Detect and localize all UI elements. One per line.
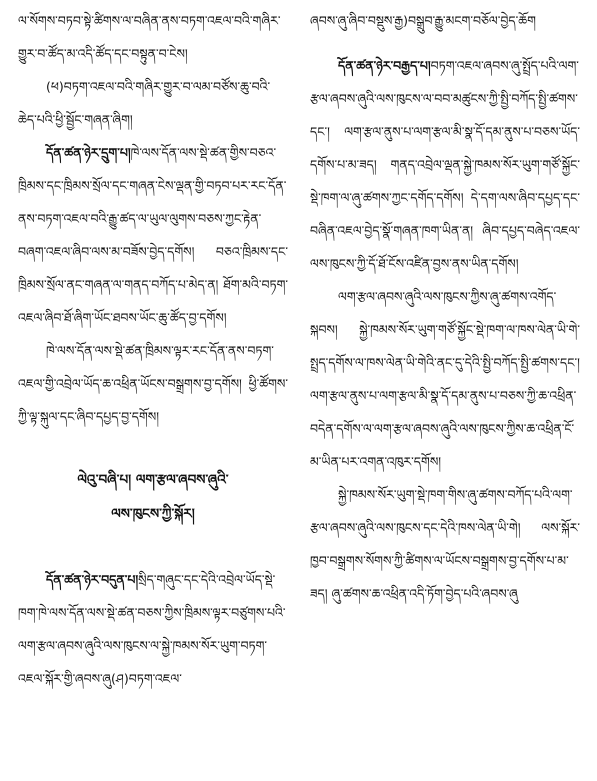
right-paragraph-4: སྐྱེ་ཁམས་སོར་ཡུག་སྡེ་ཁག་གིས་ཞུ་ཚགས་བཀོད་པའི་ལག་རྩལ་ཞབས་ཞུའི་ལས་ཁུངས་དང་དེའི་ཁས་ལེན་ཡི་གེ། ལས་སྐོར་ཁྱབ་བསྒྲགས་སོགས་ཀྱི་ཚིགས་ལ་ཡོངས་བསྒྲགས་བྱ་དགོས་པ་མ་ཟད། ཞུ་ཚགས་ཆ་འཕྲིན་འདི་ཏོག་བྱེད་པའི་ཞབས་ཞུ [310,487,580,601]
right-paragraph-1: ཞབས་ཞུ་ཞིབ་བསྡུས་རྒྱ)བསྒྲུབ་རྒྱུ་མངག་བཅོལ་བྱེད་ཆོག [310,13,536,28]
article-26-paragraph [18,136,288,334]
left-paragraph-2: (ཕ)བཏག་འཇལ་བའི་གཞིར་གྱུར་བ་ལམ་བཙོས་ཆུ་བའི་ཆེད་པའི་ཕྱི་སྦྱོང་གཞན་ཞིག། [18,79,271,127]
article-27-paragraph [18,563,288,695]
chapter-heading [18,463,288,531]
article-27-heading: དོན་ཚན་ཉེར་བདུན་པ། [46,572,139,587]
article-28-paragraph [310,49,580,280]
article-26-heading: དོན་ཚན་ཉེར་དྲུག་པ། [46,145,131,160]
right-paragraph-3: ལག་རྩལ་ཞབས་ཞུའི་ལས་ཁུངས་ཀྱིས་ཞུ་ཚགས་འགོད་སྐབས། སྐྱེ་ཁམས་སོར་ཡུག་གཙོ་སྐྱོང་སྡེ་ཁག་ལ་ཁས་ལེན་ཡི་གེ་སྤྲད་དགོས་ལ་ཁས་ལེན་ཡི་གེའི་ནང་དུ་དེའི་སྤྱི་བཀོད་སྤྱི་ཚགས་དང་། ལག་རྩལ་ནུས་པ་ལག་རྩལ་མི་སྣ་དོ་དམ་ནུས་པ་བཅས་ཀྱི་ཆ་འཕྲིན་བདེན་དགོས་ལ་ལག་རྩལ་ཞབས་ཞུའི་ལས་ཁུངས་ཀྱིས་ཆ་འཕྲིན་ངོ་མ་ཡིན་པར་འགན་འཁུར་དགོས། [310,289,580,469]
left-paragraph-1: ལ་སོགས་བཏབ་སྟེ་ཚིགས་ལ་བཞིན་ནས་བཏག་འཇལ་བའི་གཞིར་གྱུར་བ་ཚོད་མ་འདི་ཚོད་དང་བསྟུན་བ་ངེས། [18,13,281,61]
right-column [310,4,580,610]
article-28-body: བཏག་འཇལ་ཞབས་ཞུ་སྤྲོད་པའི་ལག་རྩལ་ཞབས་ཞུའི་ལས་ཁུངས་ལ་བབ་མཚུངས་ཀྱི་སྤྱི་བཀོད་སྤྱི་ཚགས་དང་། ལག་རྩལ་ནུས་པ་ལག་རྩལ་མི་སྣ་དོ་དམ་ནུས་པ་བཅས་ཡོད་དགོས་པ་མ་ཟད། གནད་འབྲེལ་ལྡན་སྐྱེ་ཁམས་སོར་ཡུག་གཙོ་སྐྱོང་སྡེ་ཁག་ལ་ཞུ་ཚགས་ཀྱང་དགོད་དགོས། དེ་དག་ལས་ཞིབ་དཔྱད་དང་བཞིན་འཇལ་བྱེད་སྣོ་གཞན་ཁག་ཡིན་ན། ཞིབ་དཔྱད་བཞེད་འཇལ་ལས་ཁུངས་ཀྱི་དོ་ཐོ་ངོས་འཛིན་བྱས་ནས་ཡིན་དགོས། [310,58,580,271]
left-column [18,4,288,695]
left-paragraph-4: ཁེ་ལས་དོན་ལས་སྡེ་ཚན་ཁྲིམས་ལྟར་རང་དོན་ནས་བཏག་འཇལ་གྱི་འབྲེལ་ཡོད་ཆ་འཕྲིན་ཡོངས་བསྒྲགས་བྱ་དགོས། ཕྱི་ཚོགས་ཀྱི་ལྟ་སྐུལ་དང་ཞིབ་དཔྱད་བྱ་དགོས། [18,343,288,424]
article-27-body: སྲིད་གཞུང་དང་དེའི་འབྲེལ་ཡོད་སྡེ་ཁག་ཁེ་ལས་དོན་ལས་སྡེ་ཚན་བཅས་ཀྱིས་ཁྲིམས་ལྟར་བཙུགས་པའི་ལག་རྩལ་ཞབས་ཞུའི་ལས་ཁུངས་ལ་སྐྱེ་ཁམས་སོར་ཡུག་བཏག་འཇལ་སྐོར་གྱི་ཞབས་ཞུ(ཤ)བཏག་འཇལ་ [18,572,286,686]
chapter-heading-line-2: ལས་ཁུངས་ཀྱི་སྐོར། [111,506,195,522]
chapter-heading-line-1: ལེའུ་བཞི་པ། ལག་རྩལ་ཞབས་ཞུའི་ [77,472,229,488]
article-28-heading: དོན་ཚན་ཉེར་བརྒྱད་པ། [338,58,431,73]
paragraph-gap [310,37,580,49]
article-26-body: ཁེ་ལས་དོན་ལས་སྡེ་ཚན་གྱིས་བཅའ་ཁྲིམས་དང་ཁྲིམས་སྲོལ་དང་གཞན་ངེས་ལྡན་གྱི་བཏབ་པར་རང་དོན་ནས་བཏག་འཇལ་བའི་རྒྱུ་ཚད་ལ་ཡུལ་ལུགས་བཅས་ཀྱང་རྟེན་བཞག་འཇལ་ཞིབ་ལས་མ་བཟོས་བྱེད་དགོས། བཅའ་ཁྲིམས་དང་ཁྲིམས་སྲོལ་ནང་གཞན་ལ་གནད་བཀོད་པ་མེད་ན། ཐོག་མའི་བཏག་འཇལ་ཞིབ་ཐོ་ཞིག་ཡོང་ཐབས་ཡོང་ཆུ་ཚོད་བྱ་དགོས། [18,145,288,325]
